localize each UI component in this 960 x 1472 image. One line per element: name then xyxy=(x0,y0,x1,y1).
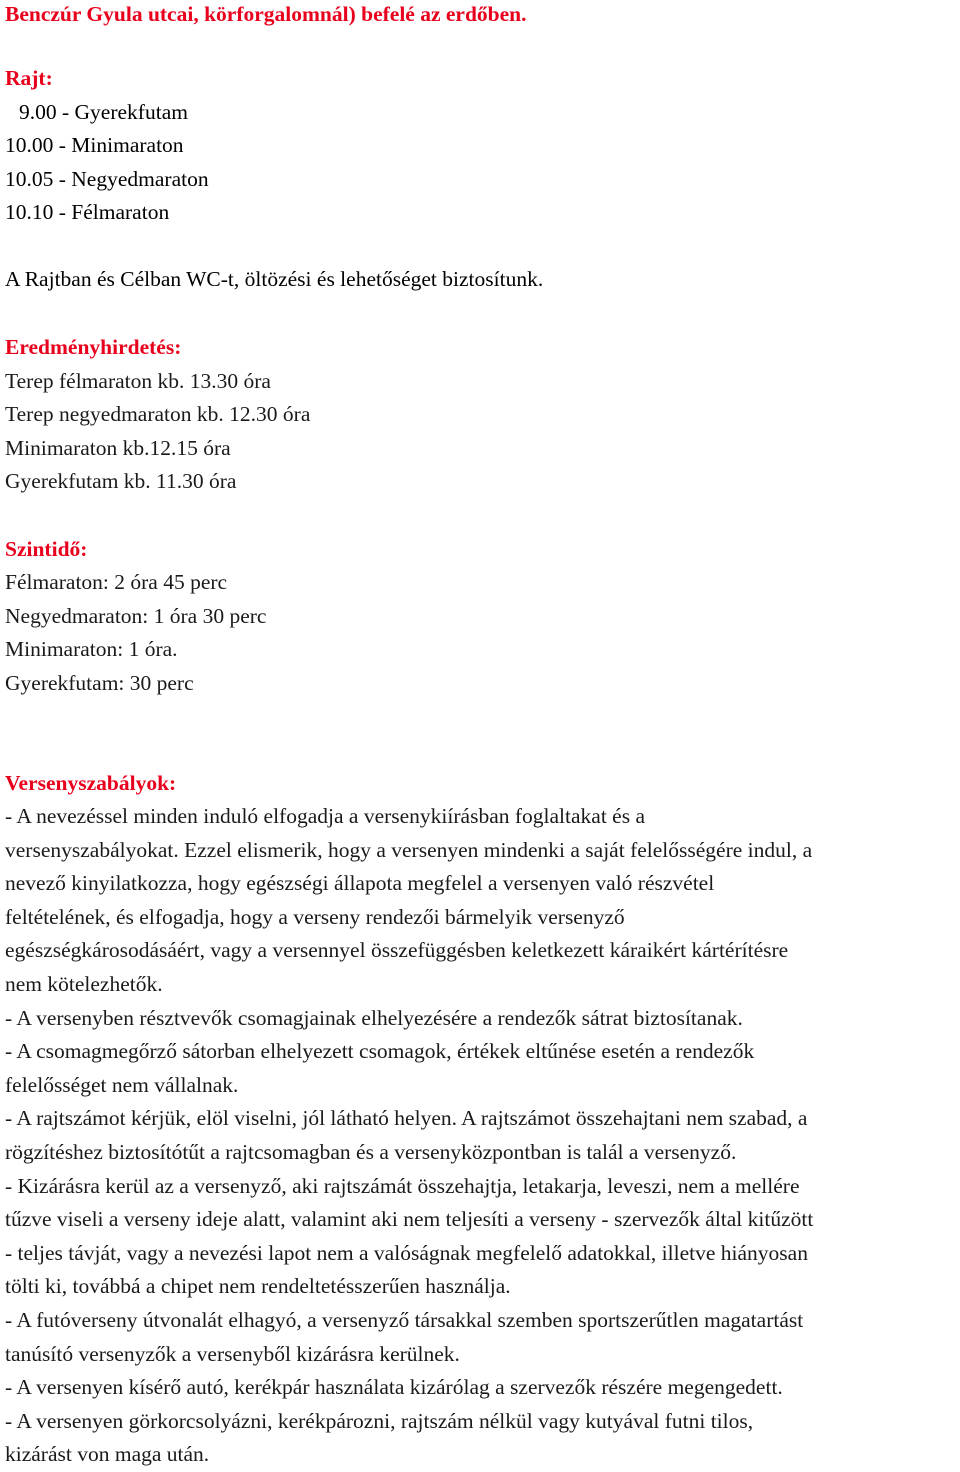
start-item: 9.00 - Gyerekfutam xyxy=(19,100,188,124)
rules-line: - A rajtszámot kérjük, elöl viselni, jól látható helyen. A rajtszámot összehajtani nem szabad, a xyxy=(5,1106,808,1131)
start-item: 10.00 - Minimaraton xyxy=(5,133,184,157)
rules-line: tanúsító versenyzők a versenyből kizárásra kerülnek. xyxy=(5,1341,460,1366)
facilities-text: A Rajtban és Célban WC-t, öltözési és lehetőséget biztosítunk. xyxy=(5,267,544,291)
cutoff-item: Gyerekfutam: 30 perc xyxy=(5,671,194,695)
rules-line: nem kötelezhetők. xyxy=(5,971,163,996)
results-item: Gyerekfutam kb. 11.30 óra xyxy=(5,469,237,493)
rules-line: - A nevezéssel minden induló elfogadja a versenykiírásban foglaltakat és a xyxy=(5,804,646,828)
results-heading: Eredményhirdetés: xyxy=(5,335,182,359)
start-item: 10.05 - Negyedmaraton xyxy=(5,167,209,191)
cutoff-item: Félmaraton: 2 óra 45 perc xyxy=(5,570,228,594)
rules-line: - A versenyen görkorcsolyázni, kerékpározni, rajtszám nélkül vagy kutyával futni tilos, xyxy=(5,1408,754,1433)
rules-line: - Kizárásra kerül az a versenyző, aki rajtszámát összehajtja, letakarja, leveszi, nem a mellére xyxy=(5,1173,800,1198)
rules-line: - A versenyben résztvevők csomagjainak elhelyezésére a rendezők sátrat biztosítanak. xyxy=(5,1005,743,1030)
rules-line: egészségkárosodásáért, vagy a versennyel összefüggésben keletkezett káraikért kártérítésre xyxy=(5,938,789,963)
rules-line: tölti ki, továbbá a chipet nem rendeltetésszerűen használja. xyxy=(5,1274,511,1299)
rules-line: - A csomagmegőrző sátorban elhelyezett csomagok, értékek eltűnése esetén a rendezők xyxy=(5,1039,755,1064)
rules-line: felelősséget nem vállalnak. xyxy=(5,1072,239,1097)
rules-line: nevező kinyilatkozza, hogy egészségi állapota megfelel a versenyen való részvétel xyxy=(5,871,715,896)
location-line: Benczúr Gyula utcai, körforgalomnál) befelé az erdőben. xyxy=(5,2,527,26)
results-item: Minimaraton kb.12.15 óra xyxy=(5,436,231,460)
cutoff-item: Minimaraton: 1 óra. xyxy=(5,637,178,661)
results-item: Terep félmaraton kb. 13.30 óra xyxy=(5,369,271,393)
rules-line: - A versenyen kísérő autó, kerékpár használata kizárólag a szervezők részére megengedett. xyxy=(5,1375,783,1400)
rules-heading: Versenyszabályok: xyxy=(5,771,177,795)
rules-line: versenyszabályokat. Ezzel elismerik, hogy a versenyen mindenki a saját felelősségére indul, a xyxy=(5,837,813,862)
rules-line: feltételének, és elfogadja, hogy a verseny rendezői bármelyik versenyző xyxy=(5,904,625,929)
start-heading: Rajt: xyxy=(5,66,53,90)
rules-line: - A futóverseny útvonalát elhagyó, a versenyző társakkal szemben sportszerűtlen magatartást xyxy=(5,1307,804,1332)
cutoff-item: Negyedmaraton: 1 óra 30 perc xyxy=(5,604,267,628)
start-item: 10.10 - Félmaraton xyxy=(5,200,170,224)
cutoff-heading: Szintidő: xyxy=(5,537,88,561)
rules-line: - teljes távját, vagy a nevezési lapot nem a valóságnak megfelelő adatokkal, illetve hiányosan xyxy=(5,1240,808,1265)
rules-line: rögzítéshez biztosítótűt a rajtcsomagban és a versenyközpontban is talál a versenyző. xyxy=(5,1139,737,1164)
rules-line: tűzve viseli a verseny ideje alatt, valamint aki nem teljesíti a verseny - szervezők által kitűzött xyxy=(5,1207,814,1232)
rules-line: kizárást von maga után. xyxy=(5,1442,210,1467)
rules-body xyxy=(5,800,960,1472)
results-item: Terep negyedmaraton kb. 12.30 óra xyxy=(5,402,311,426)
